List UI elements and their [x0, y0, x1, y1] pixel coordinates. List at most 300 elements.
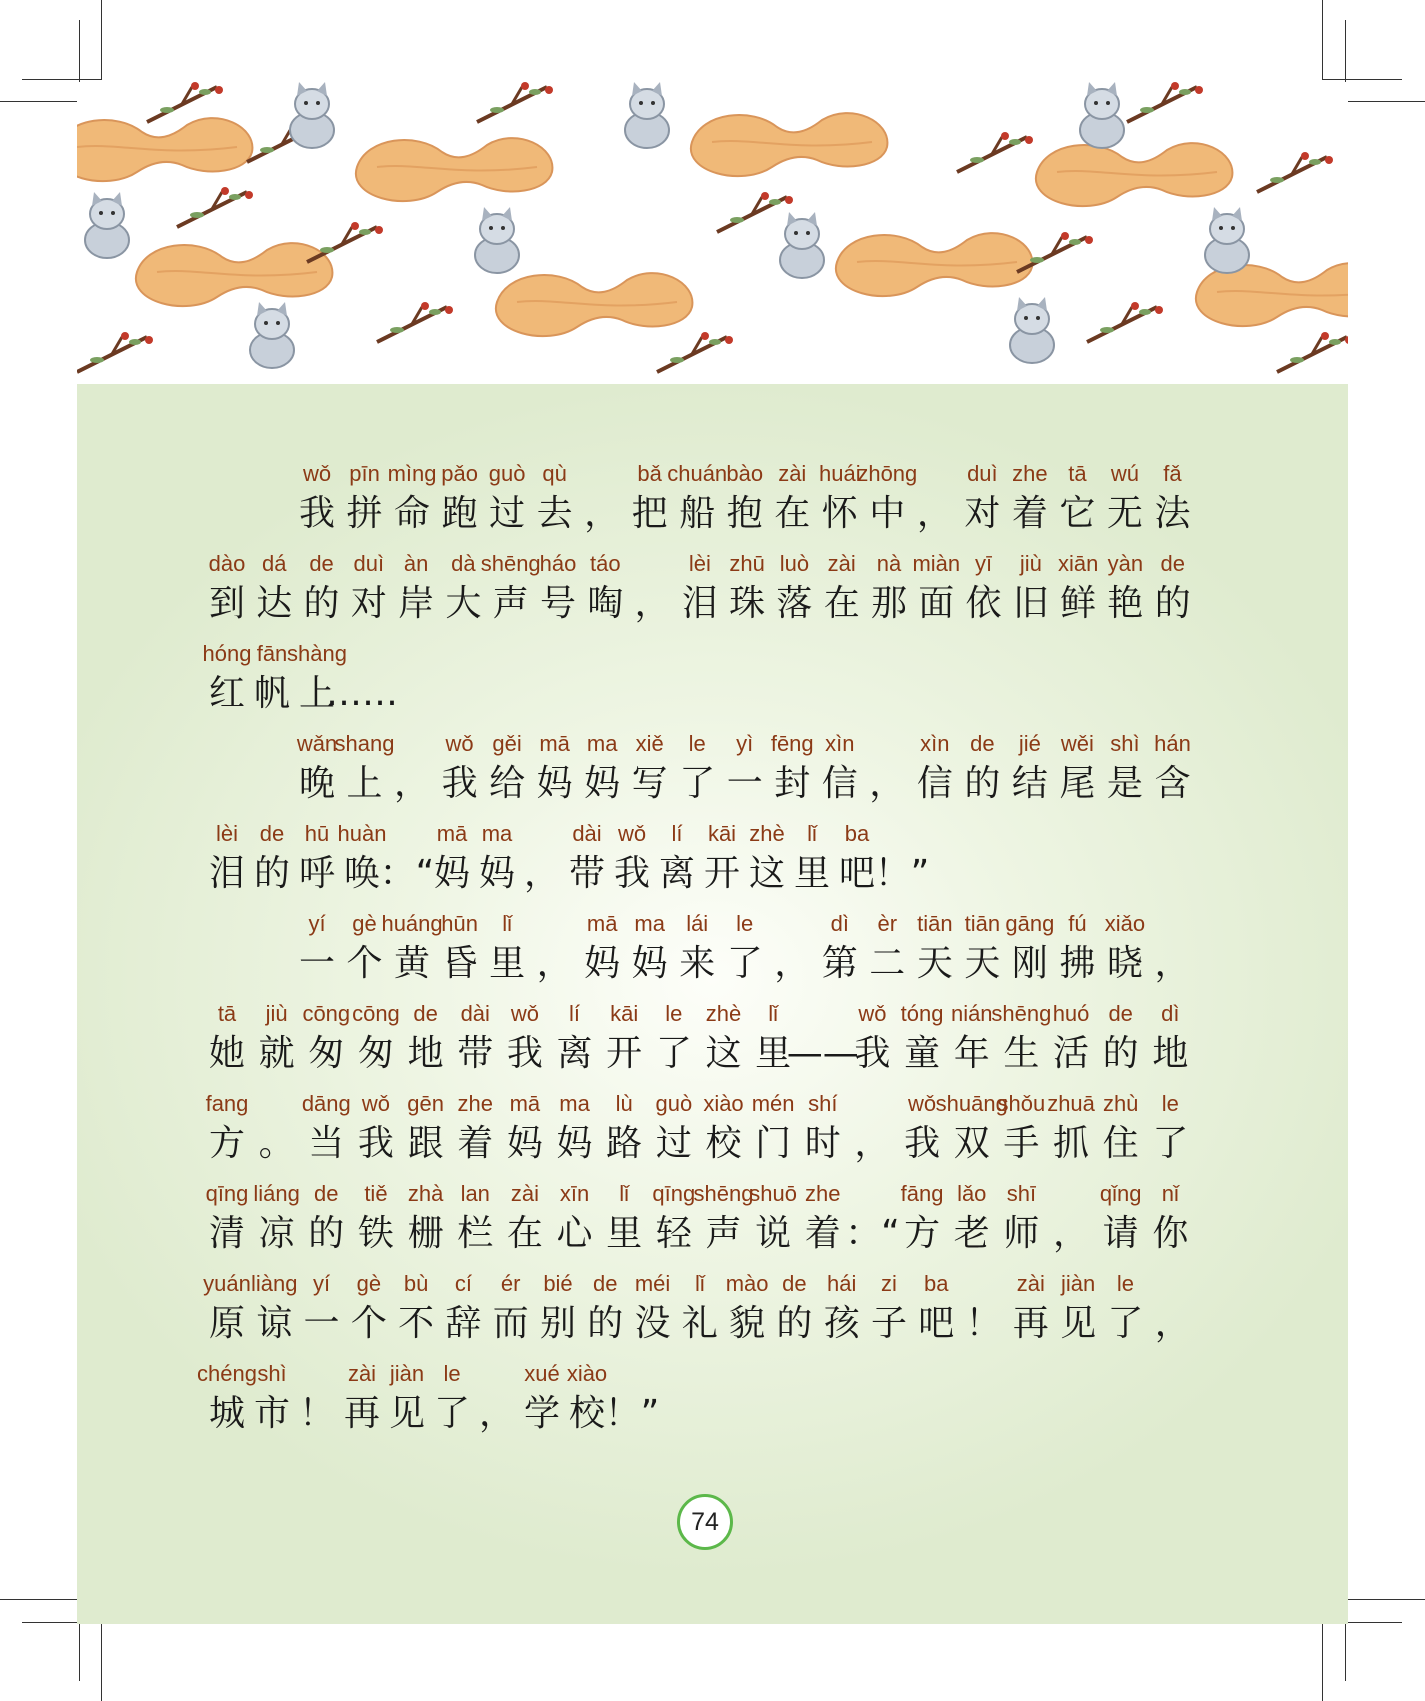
hanzi: 面 — [918, 583, 955, 624]
hanzi: 中 — [869, 493, 906, 534]
hanzi: 刚 — [1011, 943, 1048, 984]
pinyin: lǐ — [502, 911, 512, 936]
pinyin: xiào — [566, 1361, 608, 1386]
hanzi: 妈 — [584, 943, 621, 984]
hanzi: 时 — [804, 1123, 841, 1164]
hanzi: 门 — [755, 1123, 792, 1164]
pinyin: mā — [509, 1091, 541, 1116]
hanzi: 手 — [1003, 1123, 1040, 1164]
pinyin: wǒ — [510, 1001, 539, 1026]
hanzi: 市 — [253, 1393, 290, 1434]
pinyin: zhà — [407, 1181, 444, 1206]
pinyin: wǒ — [302, 461, 332, 486]
pinyin: de — [314, 1181, 339, 1206]
hanzi: 鲜 — [1060, 583, 1097, 624]
text-line — [0, 822, 1425, 902]
hanzi: 辞 — [445, 1303, 482, 1344]
pinyin: lí — [671, 821, 683, 846]
hanzi: 妈 — [433, 853, 470, 894]
pinyin: wǒ — [361, 1091, 390, 1116]
hanzi: 的 — [308, 1213, 345, 1254]
pinyin: àn — [403, 551, 429, 576]
pinyin: bù — [403, 1271, 429, 1296]
crop-mark — [1322, 1622, 1323, 1701]
hanzi: 第 — [821, 943, 858, 984]
hanzi: 铁 — [357, 1213, 394, 1254]
crop-mark — [0, 1599, 80, 1600]
hanzi: 黄 — [394, 943, 431, 984]
hanzi: 天 — [964, 943, 1001, 984]
pinyin: guò — [488, 461, 526, 486]
hanzi: 到 — [208, 583, 245, 624]
pinyin: pǎo — [441, 461, 478, 486]
hanzi: 达 — [256, 583, 293, 624]
hanzi: 学 — [523, 1393, 560, 1434]
pinyin: duì — [967, 461, 998, 486]
pinyin: jié — [1018, 731, 1041, 756]
hanzi: 见 — [1060, 1303, 1097, 1344]
pinyin: bǎ — [637, 461, 662, 486]
hanzi: 唤 — [343, 853, 380, 894]
hanzi: 是 — [1106, 763, 1143, 804]
pinyin: zhuā — [1047, 1091, 1095, 1116]
hanzi: ！ — [298, 1393, 335, 1434]
hanzi: 。 — [258, 1123, 295, 1164]
hanzi: 请 — [1102, 1213, 1139, 1254]
pinyin: dì — [830, 911, 849, 936]
syllable — [1130, 1182, 1210, 1262]
pinyin: xiān — [1057, 551, 1099, 576]
hanzi: 老 — [953, 1213, 990, 1254]
hanzi: 晓 — [1106, 943, 1143, 984]
pinyin: mén — [751, 1091, 795, 1116]
pinyin: miàn — [912, 551, 961, 576]
pinyin: guò — [655, 1091, 693, 1116]
pinyin: fēng — [770, 731, 814, 756]
hanzi: ， — [523, 853, 560, 894]
crop-mark — [1322, 0, 1323, 80]
hanzi: 说 — [755, 1213, 792, 1254]
hanzi: 了 — [679, 763, 716, 804]
pinyin: nǐ — [1161, 1181, 1179, 1206]
pinyin: wěi — [1060, 731, 1094, 756]
hanzi: 把 — [631, 493, 668, 534]
pinyin: shǒu — [997, 1091, 1046, 1116]
pinyin: hán — [1154, 731, 1191, 756]
pinyin: cí — [454, 1271, 472, 1296]
pinyin: tiě — [364, 1181, 388, 1206]
hanzi: ！” — [874, 853, 930, 894]
hanzi: 法 — [1154, 493, 1191, 534]
pinyin: zhe — [1012, 461, 1048, 486]
pinyin: yàn — [1107, 551, 1144, 576]
hanzi: 上 — [298, 673, 335, 714]
pinyin: jiàn — [1061, 1271, 1096, 1296]
pinyin: tā — [217, 1001, 237, 1026]
pinyin: shēng — [693, 1181, 754, 1206]
hanzi: 匆 — [308, 1033, 345, 1074]
hanzi: 给 — [489, 763, 526, 804]
text-line — [0, 1362, 1425, 1442]
pinyin: lǎo — [957, 1181, 987, 1206]
crop-mark — [101, 1622, 102, 1701]
hanzi: 校 — [705, 1123, 742, 1164]
pinyin: huái — [818, 461, 861, 486]
syllable — [1132, 732, 1212, 812]
hanzi: 的 — [253, 853, 290, 894]
pinyin: lǐ — [694, 1271, 705, 1296]
decorative-banner — [77, 82, 1348, 384]
pinyin: le — [736, 911, 754, 936]
hanzi: 子 — [870, 1303, 907, 1344]
pinyin: de — [782, 1271, 807, 1296]
pinyin: lí — [569, 1001, 581, 1026]
hanzi: 一 — [298, 943, 335, 984]
pinyin: lǐ — [807, 821, 817, 846]
pinyin: gè — [356, 1271, 382, 1296]
pinyin: ér — [500, 1271, 521, 1296]
hanzi: 方 — [208, 1123, 245, 1164]
hanzi: 路 — [606, 1123, 643, 1164]
hanzi: 昏 — [441, 943, 478, 984]
hanzi: 孩 — [823, 1303, 860, 1344]
pinyin: dà — [451, 551, 476, 576]
pinyin: pīn — [349, 461, 380, 486]
pinyin: zài — [510, 1181, 539, 1206]
hanzi: ， — [1154, 943, 1191, 984]
hanzi: ， — [1053, 1213, 1090, 1254]
hanzi: 去 — [536, 493, 573, 534]
punctuation — [1133, 1272, 1213, 1352]
hanzi: 一 — [303, 1303, 340, 1344]
pinyin: dāng — [301, 1091, 351, 1116]
pinyin: kāi — [610, 1001, 639, 1026]
hanzi: 船 — [679, 493, 716, 534]
hanzi: 吧 — [838, 853, 875, 894]
pinyin: háo — [539, 551, 577, 576]
text-line — [0, 1272, 1425, 1352]
pinyin: gè — [352, 911, 377, 936]
pinyin: zài — [827, 551, 856, 576]
hanzi: 妈 — [556, 1123, 593, 1164]
pinyin: de — [413, 1001, 438, 1026]
hanzi: 的 — [964, 763, 1001, 804]
hanzi: ， — [774, 943, 811, 984]
hanzi: 貌 — [729, 1303, 766, 1344]
hanzi: 妈 — [631, 943, 668, 984]
pinyin: ba — [844, 821, 870, 846]
hanzi: 开 — [703, 853, 740, 894]
syllable — [1130, 1002, 1210, 1082]
pinyin: tiān — [917, 911, 953, 936]
hanzi: 信 — [821, 763, 858, 804]
hanzi: 地 — [1152, 1033, 1189, 1074]
pinyin: jiù — [1019, 551, 1042, 576]
text-line — [0, 462, 1425, 542]
hanzi: 带 — [568, 853, 605, 894]
hanzi: 我 — [904, 1123, 941, 1164]
pinyin: lái — [686, 911, 709, 936]
pinyin: duì — [353, 551, 385, 576]
pinyin: nián — [950, 1001, 993, 1026]
pinyin: de — [259, 821, 285, 846]
hanzi: 岸 — [398, 583, 435, 624]
pinyin: chuán — [667, 461, 728, 486]
hanzi: ：“ — [379, 853, 435, 894]
hanzi: 别 — [539, 1303, 576, 1344]
hanzi: ：“ — [845, 1213, 900, 1254]
pinyin: wǒ — [445, 731, 474, 756]
syllable — [1132, 462, 1212, 542]
hanzi: 活 — [1053, 1033, 1090, 1074]
pinyin: de — [1108, 1001, 1133, 1026]
hanzi: 了 — [726, 943, 763, 984]
hanzi: 地 — [407, 1033, 444, 1074]
pinyin: kāi — [707, 821, 737, 846]
pinyin: shuāng — [935, 1091, 1008, 1116]
pinyin: liàng — [251, 1271, 298, 1296]
hanzi: ， — [478, 1393, 515, 1434]
hanzi: 个 — [346, 943, 383, 984]
hanzi: 城 — [208, 1393, 245, 1434]
hanzi: 声 — [705, 1213, 742, 1254]
pinyin: dì — [1161, 1001, 1180, 1026]
hanzi: 珠 — [729, 583, 766, 624]
pinyin: xìn — [825, 731, 855, 756]
hanzi: 我 — [854, 1033, 891, 1074]
hanzi: ， — [1154, 1303, 1191, 1344]
hanzi: 你 — [1152, 1213, 1189, 1254]
pinyin: shēng — [991, 1001, 1052, 1026]
pinyin: lù — [615, 1091, 633, 1116]
hanzi: 校 — [568, 1393, 605, 1434]
hanzi: 我 — [298, 493, 335, 534]
hanzi: 当 — [308, 1123, 345, 1164]
pinyin: gěi — [492, 731, 522, 756]
pinyin: xiào — [703, 1091, 744, 1116]
hanzi: 个 — [350, 1303, 387, 1344]
hanzi: 年 — [953, 1033, 990, 1074]
pinyin: bào — [726, 461, 764, 486]
hanzi: 大 — [445, 583, 482, 624]
pinyin: fǎ — [1163, 461, 1182, 486]
pinyin: de — [309, 551, 334, 576]
pinyin: gāng — [1005, 911, 1055, 936]
text-line — [0, 1092, 1425, 1172]
crop-mark — [22, 79, 102, 80]
pinyin: liáng — [253, 1181, 300, 1206]
pinyin: yī — [975, 551, 993, 576]
hanzi: 带 — [457, 1033, 494, 1074]
hanzi: 过 — [655, 1123, 692, 1164]
pinyin: mā — [539, 731, 570, 756]
hanzi: 心 — [556, 1213, 593, 1254]
pinyin: nà — [876, 551, 902, 576]
pinyin: wǎn — [296, 731, 338, 756]
hanzi: 凉 — [258, 1213, 295, 1254]
pinyin: yí — [313, 1271, 331, 1296]
pinyin: de — [1160, 551, 1185, 576]
pinyin: de — [970, 731, 995, 756]
hanzi: 落 — [776, 583, 813, 624]
pinyin: le — [688, 731, 706, 756]
pinyin: wǒ — [858, 1001, 887, 1026]
pinyin: zhū — [729, 551, 765, 576]
pinyin: yí — [308, 911, 326, 936]
text-line — [0, 552, 1425, 632]
punctuation — [862, 822, 942, 902]
pinyin: mā — [436, 821, 468, 846]
pinyin: mào — [725, 1271, 769, 1296]
pinyin: zhōng — [857, 461, 918, 486]
hanzi: 不 — [398, 1303, 435, 1344]
hanzi: 那 — [870, 583, 907, 624]
hanzi: 在 — [823, 583, 860, 624]
hanzi: 栅 — [407, 1213, 444, 1254]
hanzi: 清 — [208, 1213, 245, 1254]
pinyin: xiě — [635, 731, 664, 756]
pinyin: dá — [262, 551, 287, 576]
hanzi: 对 — [350, 583, 387, 624]
pinyin: dài — [572, 821, 602, 846]
pinyin: zài — [347, 1361, 377, 1386]
crop-mark — [0, 101, 80, 102]
hanzi: 里 — [606, 1213, 643, 1254]
hanzi: 再 — [343, 1393, 380, 1434]
pinyin: xué — [524, 1361, 560, 1386]
text-line — [0, 732, 1425, 812]
crop-mark — [1322, 79, 1402, 80]
pinyin: le — [665, 1001, 683, 1026]
hanzi: 在 — [506, 1213, 543, 1254]
hanzi: 里 — [489, 943, 526, 984]
pinyin: le — [1161, 1091, 1179, 1116]
hanzi: 里 — [793, 853, 830, 894]
hanzi: 轻 — [655, 1213, 692, 1254]
hanzi: 无 — [1106, 493, 1143, 534]
hanzi: 帆 — [253, 673, 290, 714]
pinyin: tiān — [964, 911, 1001, 936]
pinyin: luò — [779, 551, 810, 576]
hanzi: ！” — [604, 1393, 660, 1434]
hanzi: 信 — [916, 763, 953, 804]
text-line — [0, 642, 1425, 722]
hanzi: 离 — [556, 1033, 593, 1074]
hanzi: ， — [916, 493, 953, 534]
pinyin: ma — [481, 821, 513, 846]
hanzi: 声 — [492, 583, 529, 624]
hanzi: 见 — [388, 1393, 425, 1434]
hanzi: 吧 — [918, 1303, 955, 1344]
hanzi: 我 — [613, 853, 650, 894]
pinyin: zhè — [705, 1001, 742, 1026]
hanzi: 的 — [1102, 1033, 1139, 1074]
pinyin: ma — [559, 1091, 590, 1116]
pinyin: yì — [736, 731, 754, 756]
hanzi: 妈 — [584, 763, 621, 804]
crop-mark — [1345, 101, 1425, 102]
hanzi: 结 — [1011, 763, 1048, 804]
crop-mark — [1345, 1599, 1425, 1600]
pinyin: shì — [257, 1361, 287, 1386]
hanzi: 晚 — [298, 763, 335, 804]
hanzi: 我 — [357, 1123, 394, 1164]
hanzi: ， — [869, 763, 906, 804]
pinyin: zi — [881, 1271, 897, 1296]
pinyin: táo — [589, 551, 621, 576]
pinyin: qǐng — [1099, 1181, 1142, 1206]
punctuation — [1132, 912, 1212, 992]
hanzi: 的 — [776, 1303, 813, 1344]
pinyin: lèi — [688, 551, 711, 576]
text-line — [0, 912, 1425, 992]
pinyin: tā — [1068, 461, 1087, 486]
pinyin: cōng — [352, 1001, 400, 1026]
hanzi: ， — [854, 1123, 891, 1164]
hanzi: ， — [536, 943, 573, 984]
pinyin: jiù — [265, 1001, 288, 1026]
hanzi: 怀 — [821, 493, 858, 534]
hanzi: 再 — [1012, 1303, 1049, 1344]
pinyin: wǒ — [617, 821, 647, 846]
pinyin: bié — [543, 1271, 573, 1296]
pinyin: mìng — [387, 461, 437, 486]
pinyin: shang — [334, 731, 395, 756]
pinyin: zài — [1016, 1271, 1045, 1296]
pinyin: hái — [827, 1271, 857, 1296]
hanzi: 呼 — [298, 853, 335, 894]
pinyin: tóng — [900, 1001, 944, 1026]
pinyin: lǐ — [619, 1181, 630, 1206]
pinyin: ba — [924, 1271, 949, 1296]
pinyin: shuō — [749, 1181, 797, 1206]
hanzi: 匆 — [357, 1033, 394, 1074]
hanzi: 原 — [208, 1303, 245, 1344]
hanzi: 生 — [1003, 1033, 1040, 1074]
pinyin: shēng — [480, 551, 541, 576]
pinyin: ma — [634, 911, 665, 936]
hanzi: 的 — [303, 583, 340, 624]
hanzi: 着 — [804, 1213, 841, 1254]
pinyin: yuán — [203, 1271, 251, 1296]
text-line — [0, 1182, 1425, 1262]
pinyin: lèi — [215, 821, 238, 846]
hanzi: ， — [584, 493, 621, 534]
hanzi: 童 — [904, 1033, 941, 1074]
hanzi: 拂 — [1059, 943, 1096, 984]
pinyin: dài — [460, 1001, 490, 1026]
pinyin: zhù — [1102, 1091, 1139, 1116]
hanzi: 命 — [394, 493, 431, 534]
hanzi: ！ — [965, 1303, 1002, 1344]
hanzi: 泪 — [681, 583, 718, 624]
punctuation — [592, 1362, 672, 1442]
hanzi: 住 — [1102, 1123, 1139, 1164]
pinyin: èr — [877, 911, 898, 936]
hanzi: …… — [326, 673, 398, 714]
hanzi: 跑 — [441, 493, 478, 534]
hanzi: 过 — [489, 493, 526, 534]
hanzi: 的 — [587, 1303, 624, 1344]
pinyin: shì — [1110, 731, 1140, 756]
hanzi: 封 — [774, 763, 811, 804]
pinyin: shàng — [287, 641, 347, 666]
pinyin: hūn — [441, 911, 478, 936]
hanzi: 离 — [658, 853, 695, 894]
pinyin: huó — [1052, 1001, 1090, 1026]
hanzi: 妈 — [506, 1123, 543, 1164]
pinyin: shí — [808, 1091, 838, 1116]
